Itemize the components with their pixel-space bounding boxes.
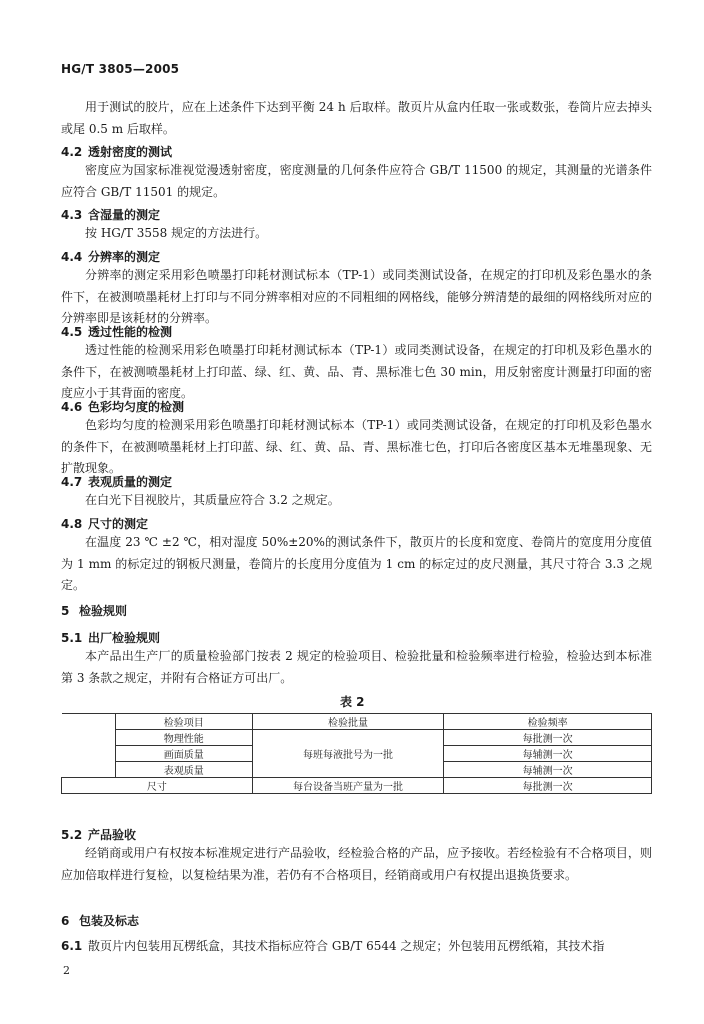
table-cell: 每班每液批号为一批 [252, 730, 444, 778]
section-title: 透过性能的检测 [88, 325, 173, 339]
table-header-cell: 检验项目 [115, 714, 252, 730]
section-number: 4.5 [61, 325, 83, 339]
table-cell: 画面质量 [115, 746, 252, 762]
table-header-cell: 检验批量 [252, 714, 444, 730]
table-2-caption: 表 2 [340, 695, 365, 709]
table-cell: 每台设备当班产量为一批 [252, 778, 444, 794]
section-4-5-heading [61, 323, 172, 340]
table-blank-cell [62, 714, 116, 778]
section-title: 透射密度的测试 [88, 145, 173, 159]
table-cell: 每辅测一次 [444, 746, 652, 762]
section-4-7-heading [61, 473, 172, 490]
section-4-2-heading [61, 143, 172, 160]
section-5-heading [61, 602, 127, 619]
section-title: 出厂检验规则 [88, 631, 161, 645]
section-title: 检验规则 [79, 604, 128, 618]
section-title: 表观质量的测定 [88, 475, 173, 489]
section-4-4-heading [61, 248, 160, 265]
table-row [62, 714, 652, 730]
section-number: 4.3 [61, 208, 83, 222]
section-number: 4.6 [61, 400, 83, 414]
section-number: 5.1 [61, 631, 83, 645]
section-title: 色彩均匀度的检测 [88, 400, 185, 414]
section-5-2-heading [61, 826, 136, 843]
section-4-4-body: 分辨率的测定采用彩色喷墨打印耗材测试标本（TP-1）或同类测试设备，在规定的打印机及彩色墨水的条件下，在被测喷墨耗材上打印与不同分辨率相对应的不同粗细的网格线，能够分辨清楚的最细的网格线所对应的分辨率即是该耗材的分辨率。 [61, 268, 652, 325]
section-number: 6.1 [61, 939, 83, 953]
page-number: 2 [63, 964, 70, 977]
section-number: 4.4 [61, 250, 83, 264]
section-5-1-heading [61, 629, 160, 646]
section-number: 4.7 [61, 475, 83, 489]
section-title: 尺寸的测定 [88, 517, 149, 531]
section-6-1-body [61, 936, 652, 958]
section-4-8-body: 在温度 23 ℃ ±2 ℃，相对湿度 50%±20%的测试条件下，散页片的长度和宽度、卷筒片的宽度用分度值为 1 mm 的标定过的钢板尺测量，卷筒片的长度用分度值为 1 cm 的标定过的皮尺测量，其尺寸符合 3.3 之规定。 [61, 535, 652, 592]
section-number: 5 [61, 604, 70, 618]
intro-paragraph: 用于测试的胶片，应在上述条件下达到平衡 24 h 后取样。散页片从盒内任取一张或数张，卷筒片应去掉头或尾 0.5 m 后取样。 [61, 100, 652, 136]
table-cell: 每辅测一次 [444, 762, 652, 778]
section-4-6-heading [61, 398, 184, 415]
table-cell: 尺寸 [62, 778, 253, 794]
table-header-cell: 检验频率 [444, 714, 652, 730]
table-cell: 表观质量 [115, 762, 252, 778]
section-number: 5.2 [61, 828, 83, 842]
standard-code-header: HG/T 3805—2005 [61, 62, 180, 76]
table-cell: 物理性能 [115, 730, 252, 746]
section-text: 散页片内包装用瓦楞纸盒，其技术指标应符合 GB/T 6544 之规定；外包装用瓦楞纸箱，其技术指 [88, 939, 605, 953]
section-number: 6 [61, 914, 70, 928]
section-4-6-body: 色彩均匀度的检测采用彩色喷墨打印耗材测试标本（TP-1）或同类测试设备，在规定的打印机及彩色墨水的条件下，在被测喷墨耗材上打印蓝、绿、红、黄、品、青、黑标准七色，打印后各密度区基本无堆墨现象、无扩散现象。 [61, 418, 652, 475]
section-title: 产品验收 [88, 828, 137, 842]
section-6-heading [61, 912, 139, 929]
section-title: 分辨率的测定 [88, 250, 161, 264]
section-number: 4.2 [61, 145, 83, 159]
section-4-3-heading [61, 206, 160, 223]
table-cell: 每批测一次 [444, 778, 652, 794]
section-title: 包装及标志 [79, 914, 140, 928]
section-5-2-body: 经销商或用户有权按本标准规定进行产品验收，经检验合格的产品，应予接收。若经检验有不合格项目，则应加倍取样进行复检，以复检结果为准，若仍有不合格项目，经销商或用户有权提出退换货要求。 [61, 846, 652, 882]
section-5-1-body: 本产品出生产厂的质量检验部门按表 2 规定的检验项目、检验批量和检验频率进行检验，检验达到本标准第 3 条款之规定，并附有合格证方可出厂。 [61, 649, 652, 685]
section-4-8-heading [61, 515, 148, 532]
table-2 [61, 713, 652, 794]
section-4-5-body: 透过性能的检测采用彩色喷墨打印耗材测试标本（TP-1）或同类测试设备，在规定的打印机及彩色墨水的条件下，在被测喷墨耗材上打印蓝、绿、红、黄、品、青、黑标准七色 30 min，用反射密度计测量打印面的密度应小于其背面的密度。 [61, 343, 652, 400]
section-number: 4.8 [61, 517, 83, 531]
section-4-3-body: 按 HG/T 3558 规定的方法进行。 [85, 226, 268, 240]
section-4-7-body: 在白光下目视胶片，其质量应符合 3.2 之规定。 [85, 493, 340, 507]
table-row [62, 730, 652, 746]
table-row [62, 778, 652, 794]
section-title: 含湿量的测定 [88, 208, 161, 222]
table-cell: 每批测一次 [444, 730, 652, 746]
section-4-2-body: 密度应为国家标准视觉漫透射密度，密度测量的几何条件应符合 GB/T 11500 的规定，其测量的光谱条件应符合 GB/T 11501 的规定。 [61, 163, 652, 199]
